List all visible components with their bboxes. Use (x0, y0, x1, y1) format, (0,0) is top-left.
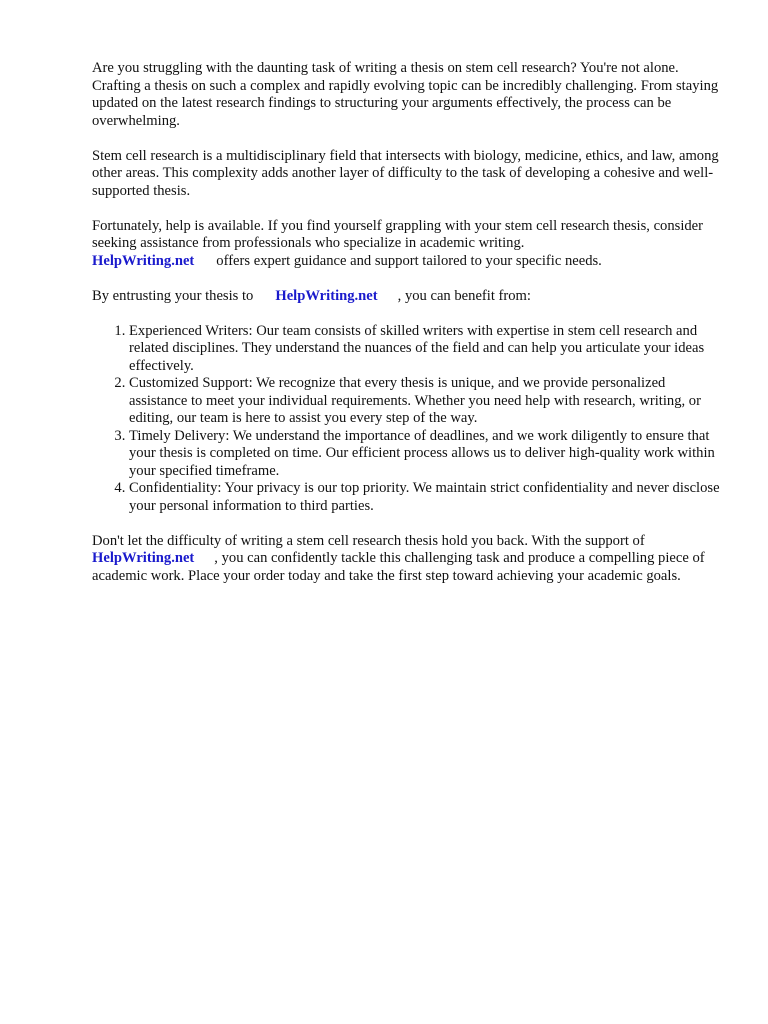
multidisciplinary-paragraph: Stem cell research is a multidisciplinary field that intersects with biology, medicine, ethics, and law, among other areas. This complexity adds another layer of difficulty to the task of developing a cohesive and well-supported thesis. (92, 147, 719, 199)
list-item-experienced-writers: 1. Experienced Writers: Our team consists of skilled writers with expertise in stem cell research and related disciplines. They understand the nuances of the field and can help you articulate your ideas effectively. (129, 323, 722, 376)
helpwriting-link[interactable]: HelpWriting.net (275, 287, 378, 304)
help-available-text-after: offers expert guidance and support tailored to your specific needs. (216, 252, 602, 269)
benefits-list (92, 323, 722, 516)
list-item-customized-support: 2. Customized Support: We recognize that every thesis is unique, and we provide personalized assistance to meet your individual requirements. Whether you need help with research, writing, or editing, our team is here to assist you every step of the way. (129, 375, 722, 428)
entrusting-text-after: , you can benefit from: (397, 287, 531, 304)
entrusting-paragraph (92, 288, 722, 306)
entrusting-text: By entrusting your thesis to (92, 287, 254, 304)
intro-paragraph: Are you struggling with the daunting task of writing a thesis on stem cell research? You're not alone. Crafting a thesis on such a complex and rapidly evolving topic can be incredibly challenging. From staying updated on the latest research findings to structuring your arguments effectively, the process can be overwhelming. (92, 60, 719, 129)
closing-text-after: , you can confidently tackle this challenging task and produce a compelling piece of academic work. Place your order today and take the first step toward achieving your academic goals. (92, 550, 705, 584)
list-item-timely-delivery: 3. Timely Delivery: We understand the importance of deadlines, and we work diligently to ensure that your thesis is completed on time. Our efficient process allows us to deliver high-quality work within your specified timeframe. (129, 428, 722, 481)
helpwriting-link[interactable]: HelpWriting.net (92, 252, 195, 269)
help-available-paragraph (92, 218, 722, 271)
list-item-confidentiality: 4. Confidentiality: Your privacy is our top priority. We maintain strict confidentiality and never disclose your personal information to third parties. (129, 480, 722, 515)
helpwriting-link[interactable]: HelpWriting.net (92, 550, 195, 566)
closing-text: Don't let the difficulty of writing a stem cell research thesis hold you back. With the support of (92, 532, 645, 549)
help-available-text: Fortunately, help is available. If you find yourself grappling with your stem cell research thesis, consider seeking assistance from professionals who specialize in academic writing. (92, 217, 704, 251)
closing-paragraph (92, 533, 722, 586)
document-page (92, 60, 722, 603)
